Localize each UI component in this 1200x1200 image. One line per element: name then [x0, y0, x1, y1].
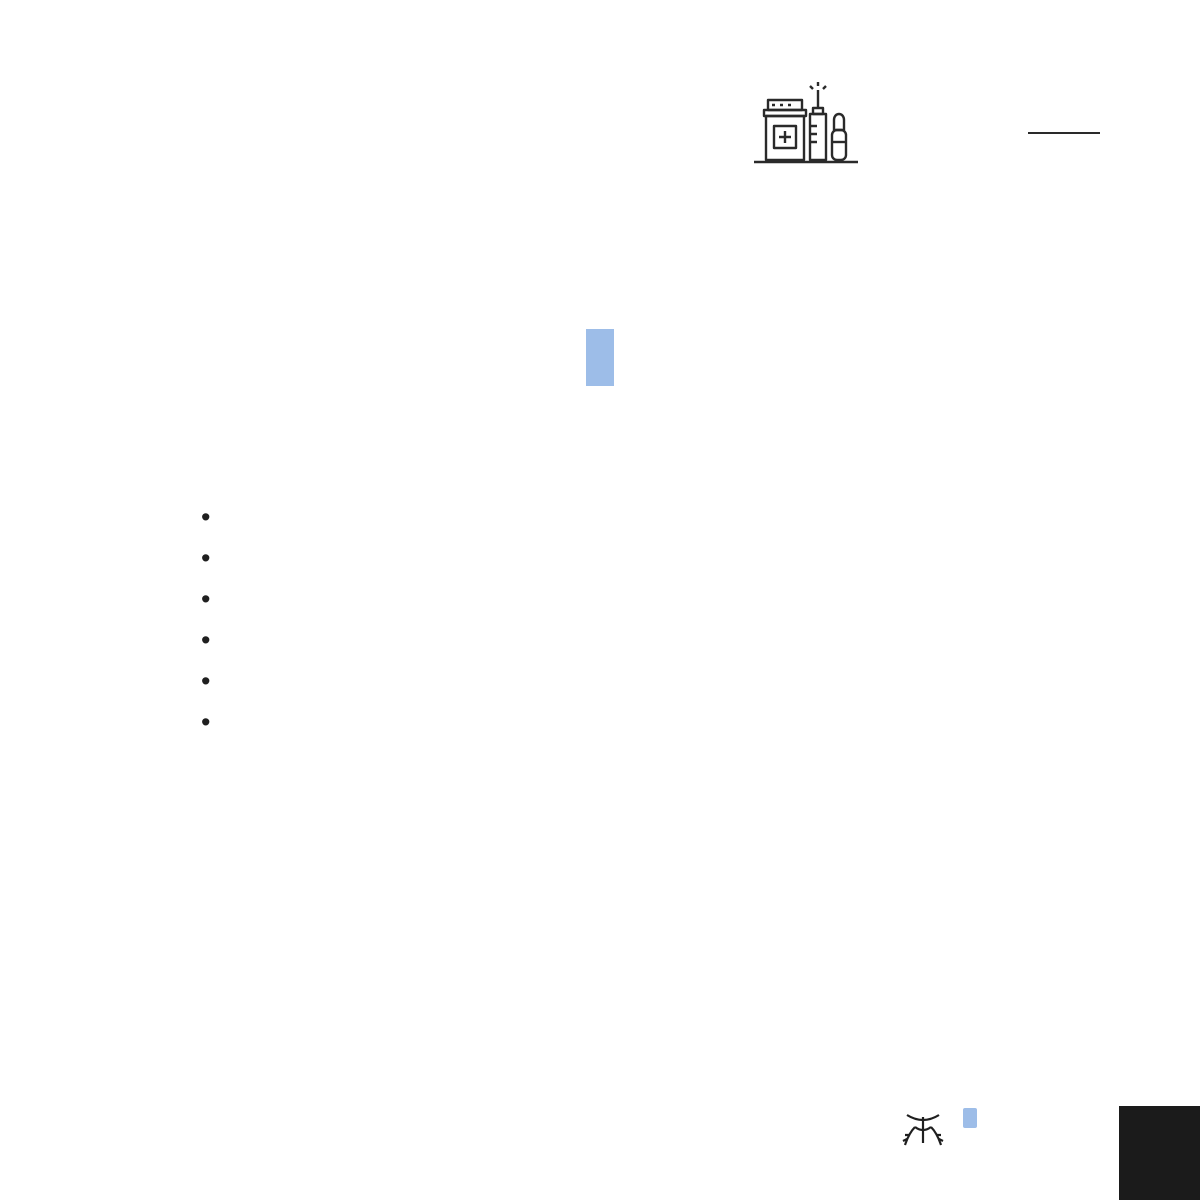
- orientacao-logo: [752, 80, 1112, 170]
- crf-emblem-icon: [893, 1105, 953, 1165]
- list-item: [201, 661, 1071, 702]
- list-item: [201, 620, 1071, 661]
- page-indicator: [1119, 1106, 1200, 1200]
- list-item: [201, 579, 1071, 620]
- list-item: [201, 497, 1071, 538]
- risk-factor-list: [201, 497, 1071, 743]
- wave-lines-top-left: [0, 0, 520, 260]
- list-item: [201, 538, 1071, 579]
- page-title: [0, 325, 1200, 391]
- list-item: [201, 702, 1071, 743]
- wave-lines-bottom: [0, 990, 1200, 1200]
- cim-accent: [963, 1108, 977, 1128]
- body-content: [201, 456, 1071, 743]
- pharmacy-icon: [752, 80, 862, 168]
- logo-rule: [1028, 132, 1100, 134]
- title-highlight: [586, 329, 614, 386]
